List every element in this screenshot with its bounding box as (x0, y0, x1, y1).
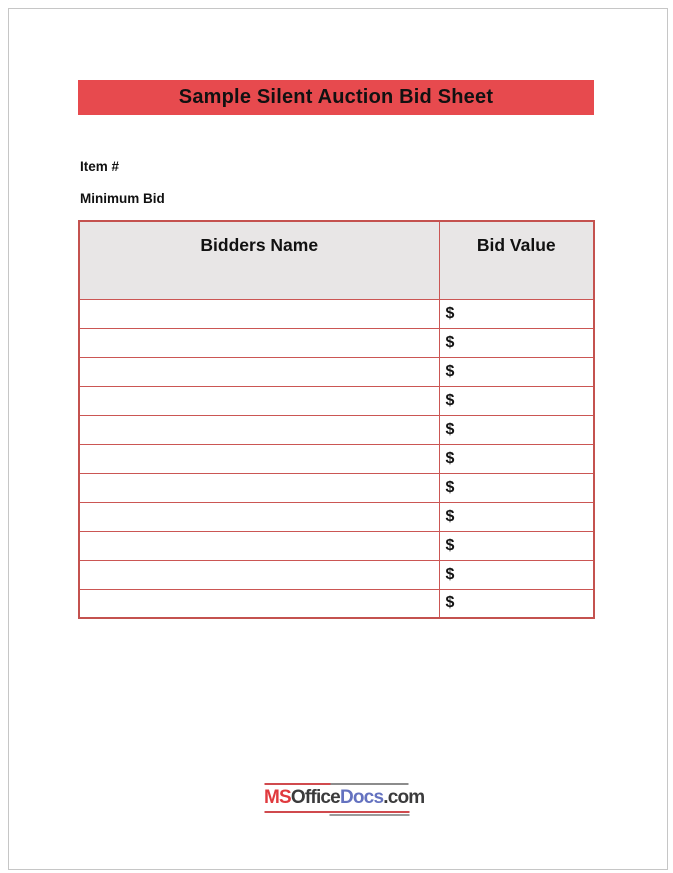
table-row (79, 502, 594, 531)
bid-value-cell[interactable]: $ (439, 560, 594, 589)
logo-part-office: Office (290, 787, 340, 808)
bid-value-header: Bid Value (439, 221, 594, 299)
logo-bottom-rule-red (264, 811, 409, 813)
logo-part-docs: Docs (339, 787, 384, 808)
bid-value-cell[interactable]: $ (439, 502, 594, 531)
table-row (79, 328, 594, 357)
table-header-row (79, 221, 594, 299)
bidders-name-header: Bidders Name (79, 221, 439, 299)
bidder-name-cell[interactable] (79, 502, 439, 531)
bid-value-cell[interactable]: $ (439, 386, 594, 415)
minimum-bid-label: Minimum Bid (80, 191, 165, 206)
bid-value-cell[interactable]: $ (439, 444, 594, 473)
bid-value-cell[interactable]: $ (439, 531, 594, 560)
logo-top-rule-gray-segment (331, 783, 409, 785)
bidder-name-cell[interactable] (79, 299, 439, 328)
bidder-name-cell[interactable] (79, 328, 439, 357)
logo-part-com: .com (383, 787, 425, 808)
table-row (79, 415, 594, 444)
bid-value-cell[interactable]: $ (439, 589, 594, 618)
bidder-name-cell[interactable] (79, 386, 439, 415)
bidder-name-cell[interactable] (79, 589, 439, 618)
bid-table (78, 220, 595, 619)
bidder-name-cell[interactable] (79, 560, 439, 589)
table-row (79, 589, 594, 618)
bidder-name-cell[interactable] (79, 473, 439, 502)
logo-part-ms: MS (264, 787, 291, 808)
table-row (79, 386, 594, 415)
bidder-name-cell[interactable] (79, 415, 439, 444)
bid-value-cell[interactable]: $ (439, 357, 594, 386)
bidder-name-cell[interactable] (79, 357, 439, 386)
table-row (79, 444, 594, 473)
table-row (79, 560, 594, 589)
bid-table-container (78, 220, 595, 619)
table-row (79, 473, 594, 502)
title-banner (78, 80, 594, 115)
logo-text (264, 787, 425, 809)
msofficedocs-logo (264, 783, 425, 816)
bid-value-cell[interactable]: $ (439, 473, 594, 502)
logo-top-rule-red-segment (264, 783, 331, 785)
logo-bottom-rule-gray (329, 814, 409, 816)
table-row (79, 299, 594, 328)
bidder-name-cell[interactable] (79, 444, 439, 473)
table-row (79, 531, 594, 560)
item-number-label: Item # (80, 159, 120, 174)
bid-value-cell[interactable]: $ (439, 299, 594, 328)
table-row (79, 357, 594, 386)
bid-value-cell[interactable]: $ (439, 415, 594, 444)
bidder-name-cell[interactable] (79, 531, 439, 560)
bid-value-cell[interactable]: $ (439, 328, 594, 357)
logo-top-rule (264, 783, 409, 785)
document-title: Sample Silent Auction Bid Sheet (178, 86, 494, 108)
